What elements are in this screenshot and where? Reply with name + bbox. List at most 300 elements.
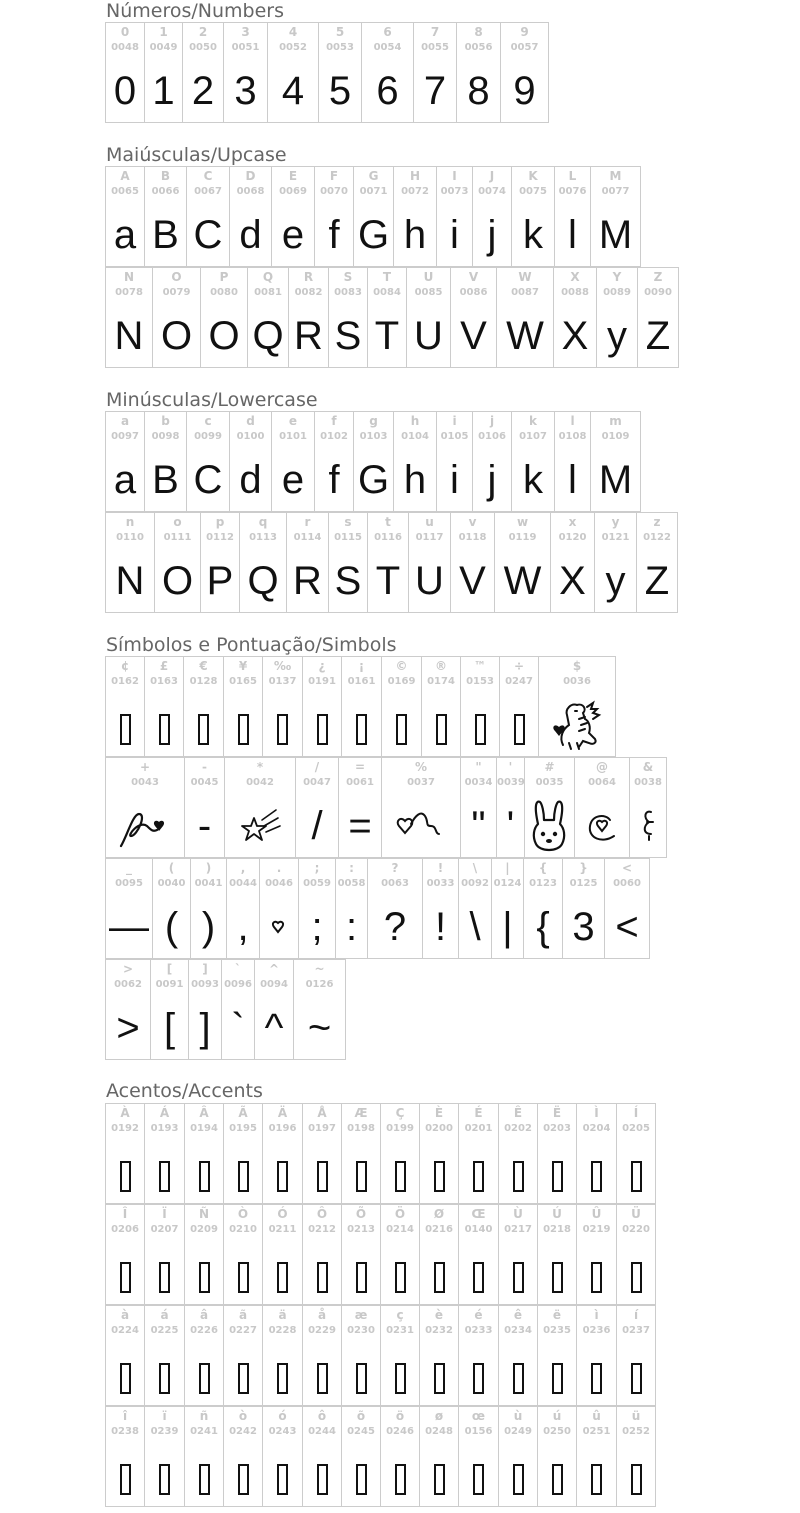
missing-glyph-box: [342, 695, 381, 755]
glyph-cell: [288, 267, 329, 368]
glyph-cell: [144, 1305, 185, 1406]
character-code: 0120: [558, 532, 587, 543]
character-code: 0213: [347, 1224, 375, 1235]
character-label: Y: [612, 270, 622, 284]
missing-glyph-icon: [277, 1161, 288, 1192]
glyph-cell: [450, 512, 495, 613]
character-label: 6: [383, 25, 392, 39]
glyph-sample: ]: [199, 1006, 211, 1050]
glyph-cell: [298, 858, 336, 959]
character-label: B: [160, 169, 171, 183]
character-label: €: [199, 659, 208, 673]
character-label: J: [489, 169, 495, 183]
character-label: |: [505, 861, 510, 875]
character-code: 0219: [582, 1224, 611, 1235]
character-label: â: [199, 1308, 209, 1322]
character-code: 0074: [478, 186, 506, 197]
character-code: 0235: [543, 1325, 571, 1336]
missing-glyph-box: [381, 1142, 419, 1202]
character-code: 0068: [236, 186, 265, 197]
character-label: ®: [435, 659, 447, 673]
glyph-cell: [511, 411, 555, 512]
character-code: 0104: [401, 431, 429, 442]
glyph-cell: [537, 1406, 577, 1507]
glyph-cell: [554, 166, 591, 267]
missing-glyph-icon: [238, 1161, 249, 1192]
glyph-cell: [247, 267, 289, 368]
character-code: 0113: [249, 532, 277, 543]
missing-glyph-box: [303, 1243, 341, 1303]
glyph-sample: B: [152, 458, 179, 502]
character-code: 0212: [308, 1224, 336, 1235]
glyph-cell: [367, 512, 409, 613]
glyph-cell: [590, 411, 641, 512]
glyph-cell: [511, 166, 555, 267]
missing-glyph-icon: [631, 1363, 642, 1394]
glyph-sample: d: [239, 458, 262, 502]
glyph-cell: [338, 757, 382, 858]
character-label: ô: [317, 1409, 327, 1423]
character-label: £: [159, 659, 169, 673]
glyph-cell: [422, 858, 459, 959]
missing-glyph-box: [263, 1142, 302, 1202]
character-label: Ö: [394, 1207, 406, 1221]
missing-glyph-box: [342, 1142, 380, 1202]
character-code: 0036: [563, 676, 591, 687]
character-label: w: [516, 515, 529, 529]
character-label: b: [161, 414, 170, 428]
character-label: -: [202, 760, 207, 774]
glyph-sample: S: [334, 314, 362, 358]
character-label: ë: [552, 1308, 562, 1322]
missing-glyph-icon: [159, 1363, 170, 1394]
glyph-cell: [419, 1204, 459, 1305]
glyph-cell: [144, 22, 183, 123]
missing-glyph-box: [303, 695, 341, 755]
glyph-sample: T: [374, 314, 400, 358]
glyph-sample: ": [471, 804, 486, 848]
missing-glyph-icon: [552, 1161, 563, 1192]
glyph-sample: Z: [645, 314, 671, 358]
missing-glyph-icon: [317, 714, 328, 745]
missing-glyph-box: [381, 1344, 419, 1404]
character-code: 0094: [260, 979, 288, 990]
glyph-cell: [590, 166, 641, 267]
character-label: P: [219, 270, 229, 284]
glyph-cell: [150, 959, 189, 1060]
glyph-sample: <: [615, 905, 639, 949]
missing-glyph-box: [303, 1344, 341, 1404]
glyph-row: [105, 959, 345, 1060]
character-label: d: [246, 414, 255, 428]
glyph-cell: [353, 166, 394, 267]
glyph-cell: [105, 858, 153, 959]
missing-glyph-icon: [199, 1262, 210, 1293]
character-code: 0097: [111, 431, 139, 442]
glyph-cell: [460, 757, 497, 858]
character-code: 0087: [511, 287, 539, 298]
glyph-cell: [537, 1305, 577, 1406]
character-code: 0245: [347, 1426, 375, 1437]
glyph-sample: Z: [644, 559, 670, 603]
glyph-cell: [188, 959, 222, 1060]
character-label: G: [368, 169, 379, 183]
character-label: Ô: [316, 1207, 328, 1221]
missing-glyph-icon: [277, 1464, 288, 1495]
character-label: s: [344, 515, 352, 529]
missing-glyph-box: [381, 1243, 419, 1303]
character-label: ]: [202, 962, 208, 976]
character-code: 0214: [386, 1224, 414, 1235]
glyph-cell: [419, 1406, 459, 1507]
character-label: ù: [513, 1409, 523, 1423]
glyph-sample: O: [160, 314, 193, 358]
character-label: ê: [513, 1308, 523, 1322]
glyph-cell: [262, 656, 303, 757]
character-code: 0056: [464, 42, 493, 53]
glyph-cell: [105, 267, 153, 368]
missing-glyph-icon: [159, 1464, 170, 1495]
character-label: ‰: [273, 659, 292, 673]
character-label: 5: [335, 25, 345, 39]
glyph-sample: W: [503, 559, 542, 603]
character-code: 0216: [425, 1224, 453, 1235]
character-code: 0041: [194, 878, 223, 889]
character-label: I: [452, 169, 457, 183]
glyph-cell: [105, 1406, 145, 1507]
glyph-sample: l: [568, 213, 577, 257]
character-code: 0244: [308, 1426, 336, 1437]
character-code: 0064: [588, 777, 616, 788]
character-label: Ã: [238, 1106, 248, 1120]
character-code: 0039: [497, 777, 525, 788]
character-label: h: [410, 414, 420, 428]
character-code: 0205: [622, 1123, 650, 1134]
missing-glyph-box: [342, 1445, 380, 1505]
glyph-sample: 1: [152, 69, 175, 113]
glyph-sample: e: [281, 458, 305, 502]
character-code: 0249: [504, 1426, 532, 1437]
glyph-cell: [239, 512, 287, 613]
missing-glyph-icon: [395, 1464, 406, 1495]
glyph-row: [105, 166, 640, 267]
character-label: ÷: [513, 659, 525, 673]
glyph-sample: l: [568, 458, 577, 502]
missing-glyph-icon: [317, 1262, 328, 1293]
missing-glyph-icon: [356, 714, 367, 745]
character-label: k: [529, 414, 537, 428]
missing-glyph-icon: [356, 1161, 367, 1192]
character-label: U: [423, 270, 434, 284]
glyph-cell: [472, 166, 512, 267]
character-code: 0070: [320, 186, 348, 197]
character-label: è: [434, 1308, 444, 1322]
missing-glyph-icon: [434, 1262, 445, 1293]
character-code: 0061: [346, 777, 374, 788]
glyph-sample: C: [193, 213, 223, 257]
character-label: ø: [434, 1409, 444, 1423]
glyph-sample: G: [357, 458, 390, 502]
glyph-cell: [302, 1305, 342, 1406]
heart-loop-icon: [117, 796, 173, 856]
character-label: g: [369, 414, 378, 428]
missing-glyph-box: [538, 1243, 576, 1303]
character-label: ©: [395, 659, 408, 673]
missing-glyph-icon: [436, 714, 447, 745]
character-code: 0080: [210, 287, 238, 298]
character-label: E: [288, 169, 298, 183]
character-label: ,: [240, 861, 246, 875]
missing-glyph-box: [459, 1344, 498, 1404]
glyph-cell: [576, 1204, 617, 1305]
character-code: 0111: [163, 532, 192, 543]
glyph-cell: [419, 1103, 459, 1204]
character-code: 0053: [326, 42, 354, 53]
bunny-face-icon: [528, 796, 572, 856]
character-label: ï: [162, 1409, 167, 1423]
glyph-sample: 8: [467, 69, 490, 113]
glyph-sample: h: [403, 213, 427, 257]
missing-glyph-icon: [395, 1363, 406, 1394]
missing-glyph-icon: [199, 1161, 210, 1192]
glyph-cell: [341, 656, 382, 757]
character-label: Ñ: [198, 1207, 210, 1221]
glyph-cell: [381, 757, 461, 858]
character-label: õ: [356, 1409, 366, 1423]
character-code: 0035: [535, 777, 564, 788]
character-label: S: [343, 270, 353, 284]
glyph-cell: [498, 1305, 538, 1406]
character-label: ): [205, 861, 212, 875]
character-label: A: [120, 169, 130, 183]
missing-glyph-icon: [514, 714, 525, 745]
glyph-cell: [523, 858, 563, 959]
missing-glyph-box: [106, 1344, 144, 1404]
character-label: j: [489, 414, 495, 428]
character-code: 0224: [111, 1325, 139, 1336]
glyph-cell: [341, 1204, 381, 1305]
missing-glyph-icon: [120, 1262, 131, 1293]
missing-glyph-box: [185, 1344, 223, 1404]
missing-glyph-icon: [199, 1363, 210, 1394]
glyph-cell: [152, 858, 191, 959]
character-label: î: [122, 1409, 128, 1423]
character-code: 0084: [373, 287, 401, 298]
character-label: å: [317, 1308, 327, 1322]
character-label: É: [474, 1106, 483, 1120]
character-label: ó: [278, 1409, 287, 1423]
character-code: 0054: [373, 42, 402, 53]
character-code: 0116: [374, 532, 402, 543]
glyph-cell: [421, 656, 461, 757]
glyph-cell: [105, 656, 145, 757]
missing-glyph-icon: [120, 714, 131, 745]
character-label: y: [611, 515, 620, 529]
character-label: ~: [314, 962, 325, 976]
glyph-sample: ,: [237, 905, 249, 949]
character-code: 0115: [334, 532, 362, 543]
glyph-cell: [494, 512, 551, 613]
character-label: Í: [633, 1106, 639, 1120]
character-label: ì: [594, 1308, 599, 1322]
character-label: %: [414, 760, 428, 774]
character-label: {: [538, 861, 548, 875]
glyph-sample: X: [561, 314, 589, 358]
glyph-sample: i: [450, 458, 459, 502]
character-label: ò: [238, 1409, 248, 1423]
character-label: 3: [241, 25, 250, 39]
character-code: 0220: [622, 1224, 650, 1235]
glyph-sample: j: [487, 458, 497, 502]
character-label: !: [437, 861, 444, 875]
glyph-sample: 2: [191, 69, 215, 113]
character-code: 0109: [601, 431, 630, 442]
missing-glyph-icon: [159, 1161, 170, 1192]
missing-glyph-icon: [631, 1161, 642, 1192]
glyph-row: [105, 411, 640, 512]
missing-glyph-icon: [238, 1363, 249, 1394]
character-label: ?: [391, 861, 399, 875]
glyph-cell: [186, 166, 230, 267]
missing-glyph-icon: [277, 1262, 288, 1293]
character-code: 0059: [303, 878, 331, 889]
missing-glyph-box: [145, 695, 183, 755]
glyph-cell: [105, 1305, 145, 1406]
glyph-cell: [186, 411, 230, 512]
character-code: 0202: [504, 1123, 532, 1134]
missing-glyph-icon: [120, 1363, 131, 1394]
character-code: 0069: [279, 186, 307, 197]
missing-glyph-box: [420, 1243, 458, 1303]
character-label: _: [126, 861, 132, 875]
missing-glyph-box: [499, 1142, 537, 1202]
character-code: 0209: [190, 1224, 218, 1235]
character-label: È: [434, 1106, 444, 1120]
glyph-cell: [637, 267, 679, 368]
character-label: à: [120, 1308, 130, 1322]
character-label: Õ: [355, 1207, 367, 1221]
glyph-cell: [182, 22, 224, 123]
character-label: Œ: [471, 1207, 486, 1221]
missing-glyph-icon: [356, 1262, 367, 1293]
glyph-cell: [499, 656, 539, 757]
character-label: 8: [474, 25, 483, 39]
glyph-cell: [616, 1406, 656, 1507]
character-label: Ë: [552, 1106, 562, 1120]
glyph-cell: [380, 1305, 420, 1406]
glyph-cell: [524, 757, 575, 858]
character-code: 0049: [149, 42, 178, 53]
glyph-sample: B: [152, 213, 179, 257]
glyph-sample: ': [506, 804, 515, 848]
glyph-cell: [184, 1204, 224, 1305]
glyph-row: [105, 1406, 655, 1507]
glyph-sample: V: [459, 559, 486, 603]
glyph-sample: =: [348, 804, 372, 848]
character-label: Ó: [277, 1207, 288, 1221]
missing-glyph-box: [617, 1344, 655, 1404]
missing-glyph-box: [420, 1445, 458, 1505]
missing-glyph-icon: [631, 1464, 642, 1495]
character-code: 0194: [190, 1123, 218, 1134]
glyph-sample: y: [605, 559, 626, 603]
character-code: 0034: [464, 777, 493, 788]
glyph-cell: [262, 1204, 303, 1305]
glyph-cell: [318, 22, 362, 123]
missing-glyph-box: [422, 695, 460, 755]
character-code: 0073: [440, 186, 469, 197]
character-code: 0251: [582, 1426, 611, 1437]
glyph-cell: [271, 411, 315, 512]
missing-glyph-box: [106, 1243, 144, 1303]
missing-glyph-icon: [396, 714, 407, 745]
character-code: 0060: [613, 878, 641, 889]
missing-glyph-box: [303, 1142, 341, 1202]
glyph-cell: [105, 411, 145, 512]
glyph-cell: [436, 411, 473, 512]
character-code: 0237: [622, 1325, 650, 1336]
glyph-sample: X: [559, 559, 586, 603]
glyph-row: [105, 656, 615, 757]
missing-glyph-box: [342, 1344, 380, 1404]
missing-glyph-box: [263, 1445, 302, 1505]
missing-glyph-icon: [277, 1363, 288, 1394]
glyph-cell: [594, 512, 637, 613]
glyph-sample: y: [607, 314, 627, 358]
missing-glyph-icon: [473, 1161, 484, 1192]
glyph-sample: 3: [572, 905, 595, 949]
glyph-cell: [184, 1103, 224, 1204]
character-label: D: [245, 169, 256, 183]
character-code: 0038: [634, 777, 662, 788]
character-code: 0162: [111, 676, 139, 687]
missing-glyph-icon: [434, 1161, 445, 1192]
character-label: ñ: [199, 1409, 209, 1423]
character-code: 0230: [347, 1325, 375, 1336]
character-code: 0198: [347, 1123, 375, 1134]
character-code: 0108: [558, 431, 587, 442]
missing-glyph-icon: [473, 1464, 484, 1495]
character-code: 0048: [111, 42, 139, 53]
glyph-cell: [341, 1103, 381, 1204]
glyph-sample: ~: [307, 1006, 332, 1050]
character-code: 0112: [206, 532, 234, 543]
character-code: 0196: [268, 1123, 297, 1134]
glyph-cell: [105, 959, 151, 1060]
missing-glyph-icon: [356, 1363, 367, 1394]
glyph-cell: [144, 656, 184, 757]
missing-glyph-icon: [434, 1363, 445, 1394]
missing-glyph-box: [185, 1243, 223, 1303]
glyph-cell: [105, 757, 185, 858]
glyph-sample: h: [403, 458, 427, 502]
glyph-sample: 9: [513, 69, 536, 113]
glyph-row: [105, 757, 666, 858]
character-code: 0228: [268, 1325, 297, 1336]
character-code: 0241: [190, 1426, 218, 1437]
glyph-row: [105, 512, 677, 613]
character-code: 0078: [115, 287, 143, 298]
glyph-sample: k: [523, 213, 543, 257]
missing-glyph-icon: [591, 1363, 602, 1394]
missing-glyph-icon: [317, 1464, 328, 1495]
missing-glyph-icon: [238, 1262, 249, 1293]
character-label: Î: [122, 1207, 128, 1221]
character-label: /: [314, 760, 320, 774]
missing-glyph-icon: [591, 1161, 602, 1192]
character-label: o: [173, 515, 182, 529]
missing-glyph-box: [461, 695, 499, 755]
